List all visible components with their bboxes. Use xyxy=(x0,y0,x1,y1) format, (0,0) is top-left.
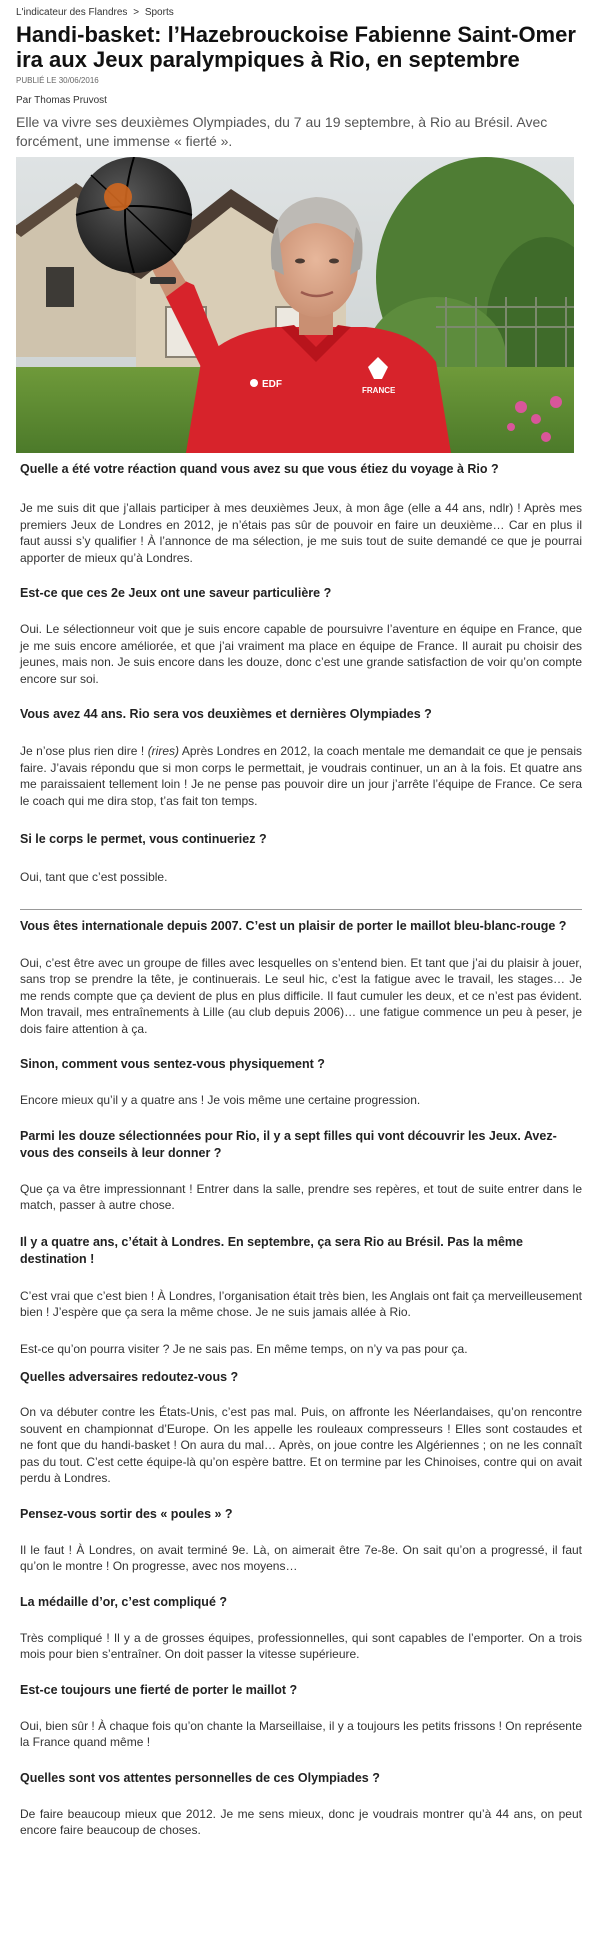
answer-10: Il le faut ! À Londres, on avait terminé 9e. Là, on aimerait être 7e-8e. On sait qu’on a progressé, il faut qu’on le montre ! On progresse, avec nos moyens… xyxy=(20,1542,582,1573)
answer-11: Très compliqué ! Il y a de grosses équipes, professionnelles, qui sont capables de l’emporter. On a trois mois pour bien s’entraîner. On doit passer la vitesse supérieure. xyxy=(20,1630,582,1661)
question-4: Si le corps le permet, vous continueriez ? xyxy=(20,832,267,846)
answer-1: Je me suis dit que j’allais participer à mes deuxièmes Jeux, à mon âge (elle a 44 ans, ndlr) ! Après mes premiers Jeux de Londres en 2012, je n’étais pas sûr de pouvoir en faire un deuxième… Car en plus il faut aussi s’y qualifier ! À l’annonce de ma sélection, je me suis tout de suite demandé ce que je pourrai apporter de mieux qu’à Londres. xyxy=(20,501,582,565)
question-9: Quelles adversaires redoutez-vous ? xyxy=(20,1370,239,1384)
article-title: Handi-basket: l’Hazebrouckoise Fabienne Saint-Omer ira aux Jeux paralympiques à Rio, en septembre xyxy=(16,22,576,72)
answer-5: Oui, c’est être avec un groupe de filles avec lesquelles on s’entend bien. Et tant que j’ai du plaisir à jouer, sans trop se prendre la tête, je continuerais. Le seul hic, c’est la fatigue avec le travail, les stages… Je me rends compte que ça devient de plus en plus difficile. Il faut cumuler les deux, et ce n’est pas évident. Mon travail, mes entraînements à Lille (au club depuis 2006)… une fatigue commence un peu à peser, je dois faire attention à ça. xyxy=(20,955,582,1036)
svg-text:EDF: EDF xyxy=(262,379,282,390)
question-12: Est-ce toujours une fierté de porter le maillot ? xyxy=(20,1682,298,1697)
answer-4: Oui, tant que c’est possible. xyxy=(20,870,168,884)
question-3: Vous avez 44 ans. Rio sera vos deuxièmes et dernières Olympiades ? xyxy=(20,707,432,721)
interview xyxy=(20,461,582,1839)
answer-6: Encore mieux qu’il y a quatre ans ! Je vois même une certaine progression. xyxy=(20,1093,421,1107)
question-10: Pensez-vous sortir des « poules » ? xyxy=(20,1506,233,1521)
publish-date: PUBLIÉ LE 30/06/2016 xyxy=(16,76,99,85)
answer-8-continued: Est-ce qu’on pourra visiter ? Je ne sais pas. En même temps, on n’y va pas pour ça. xyxy=(20,1341,468,1356)
article-lead: Elle va vivre ses deuxièmes Olympiades, du 7 au 19 septembre, à Rio au Brésil. Avec forcément, une immense « fierté ». xyxy=(16,114,548,149)
answer-12: Oui, bien sûr ! À chaque fois qu’on chante la Marseillaise, il y a toujours les petits frissons ! On représente la France quand même ! xyxy=(20,1718,582,1749)
answer-2: Oui. Le sélectionneur voit que je suis encore capable de poursuivre l’aventure en équipe en France, que je me suis encore améliorée, et que j’ai vraiment ma place en équipe de France. Il aurait pu choisir des jeunes, mais non. Je suis encore dans les douze, donc c’est une grande satisfaction de voir qu’on compte encore sur soi. xyxy=(20,622,582,686)
article-photo xyxy=(16,157,574,453)
svg-text:FRANCE: FRANCE xyxy=(362,386,396,395)
question-7: Parmi les douze sélectionnées pour Rio, il y a sept filles qui vont découvrir les Jeux. Avez-vous des conseils à leur donner ? xyxy=(20,1128,557,1160)
breadcrumb-site-link[interactable]: L'indicateur des Flandres xyxy=(16,7,128,18)
answer-9: On va débuter contre les États-Unis, c’est pas mal. Puis, on affronte les Néerlandaises, qu’on rencontre souvent en championnat d’Europe. On les appelle les rouleaux compresseurs ! Elles sont costaudes et ne font que du handi-basket ! On aura du mal… Après, on joue contre les Algériennes ; on ne les connaît pas du tout. C’est cette équipe-là qu’on espère battre. Et on termine par les Chinoises, contre qui on avait perdu à Londres. xyxy=(20,1405,582,1485)
question-5: Vous êtes internationale depuis 2007. C’est un plaisir de porter le maillot bleu-blanc-rouge ? xyxy=(20,918,567,933)
answer-3-start: Je n’ose plus rien dire ! xyxy=(20,744,148,758)
breadcrumb-section-link[interactable]: Sports xyxy=(144,7,174,18)
answer-3-rest: Après Londres en 2012, la coach mentale me demandait ce que je pensais faire. J’avais répondu que si mon corps le permettait, je voudrais continuer, un an à la fois. Et quatre ans me paraissaient tellement loin ! Je ne pense pas pouvoir dire un jour j’arrête l’équipe de France. Ce sera le coach qui me dira stop, t’as fait ton temps. xyxy=(20,744,582,808)
author-byline: Par Thomas Pruvost xyxy=(16,95,107,106)
answer-13: De faire beaucoup mieux que 2012. Je me sens mieux, donc je voudrais montrer qu’à 44 ans, on peut encore faire beaucoup de choses. xyxy=(20,1806,582,1837)
question-6: Sinon, comment vous sentez-vous physiquement ? xyxy=(20,1057,325,1071)
question-2: Est-ce que ces 2e Jeux ont une saveur particulière ? xyxy=(20,586,332,600)
section-divider xyxy=(20,909,582,910)
breadcrumb xyxy=(16,6,586,19)
question-13: Quelles sont vos attentes personnelles de ces Olympiades ? xyxy=(20,1770,380,1785)
answer-3-aside: (rires) xyxy=(147,744,180,758)
answer-7: Que ça va être impressionnant ! Entrer dans la salle, prendre ses repères, et tout de suite entrer dans le match, passer à autre chose. xyxy=(20,1181,582,1212)
answer-3 xyxy=(20,743,582,809)
question-1: Quelle a été votre réaction quand vous avez su que vous étiez du voyage à Rio ? xyxy=(20,462,499,476)
question-8: Il y a quatre ans, c’était à Londres. En septembre, ça sera Rio au Brésil. Pas la même destination ! xyxy=(20,1234,523,1266)
question-11: La médaille d’or, c’est compliqué ? xyxy=(20,1594,228,1609)
breadcrumb-separator: > xyxy=(133,7,140,18)
answer-8: C’est vrai que c’est bien ! À Londres, l’organisation était très bien, les Anglais ont fait ça merveilleusement bien ! J’espère que ça sera la même chose. Je ne suis jamais allée à Rio. xyxy=(20,1288,582,1319)
